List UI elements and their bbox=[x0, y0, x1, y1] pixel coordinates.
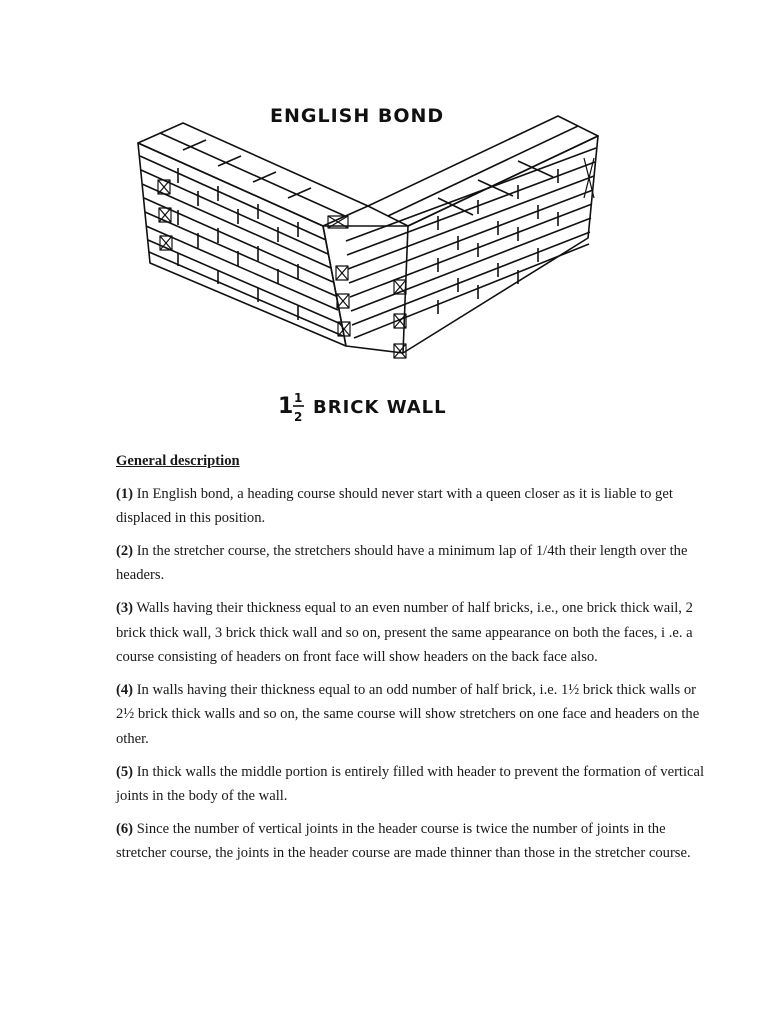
caption-text: BRICK WALL bbox=[313, 397, 447, 418]
section-heading: General description bbox=[116, 453, 240, 469]
paragraph-text: In walls having their thickness equal to an odd number of half brick, i.e. 1½ brick thick walls or 2½ brick thick walls and so on, the same course will show stretchers on one face and headers on the other. bbox=[116, 681, 700, 747]
caption-denominator: 2 bbox=[294, 410, 304, 424]
caption-whole-number: 1 bbox=[278, 394, 295, 419]
paragraph-3 bbox=[116, 596, 716, 670]
figure-title: ENGLISH BOND bbox=[270, 105, 445, 127]
paragraph-number: (6) bbox=[116, 820, 134, 837]
paragraph-text: In the stretcher course, the stretchers should have a minimum lap of 1/4th their length over the headers. bbox=[116, 542, 688, 584]
brick-wall-drawing bbox=[118, 88, 638, 448]
paragraph-text: Walls having their thickness equal to an even number of half bricks, i.e., one brick thick wail, 2 brick thick wall, 3 brick thick wall and so on, present the same appearance on both the faces, i .e. a course consisting of headers on front face will show headers on the back face also. bbox=[116, 599, 693, 666]
paragraph-text: Since the number of vertical joints in the header course is twice the number of joints in the stretcher course, the joints in the header course are made thinner than those in the stretcher course. bbox=[116, 820, 691, 862]
document-body bbox=[116, 449, 716, 874]
paragraph-1 bbox=[116, 482, 716, 531]
paragraph-number: (5) bbox=[116, 763, 134, 780]
paragraph-4 bbox=[116, 678, 716, 752]
paragraph-number: (2) bbox=[116, 542, 134, 559]
english-bond-figure bbox=[118, 88, 638, 448]
paragraph-number: (1) bbox=[116, 485, 134, 502]
paragraph-number: (3) bbox=[116, 599, 134, 616]
paragraph-5 bbox=[116, 760, 716, 809]
paragraph-6 bbox=[116, 817, 716, 866]
paragraph-text: In thick walls the middle portion is entirely filled with header to prevent the formation of vertical joints in the body of the wall. bbox=[116, 763, 705, 805]
paragraph-2 bbox=[116, 539, 716, 588]
caption-numerator: 1 bbox=[294, 391, 304, 405]
paragraph-number: (4) bbox=[116, 681, 134, 698]
paragraph-text: In English bond, a heading course should never start with a queen closer as it is liable to get displaced in this position. bbox=[116, 485, 673, 527]
